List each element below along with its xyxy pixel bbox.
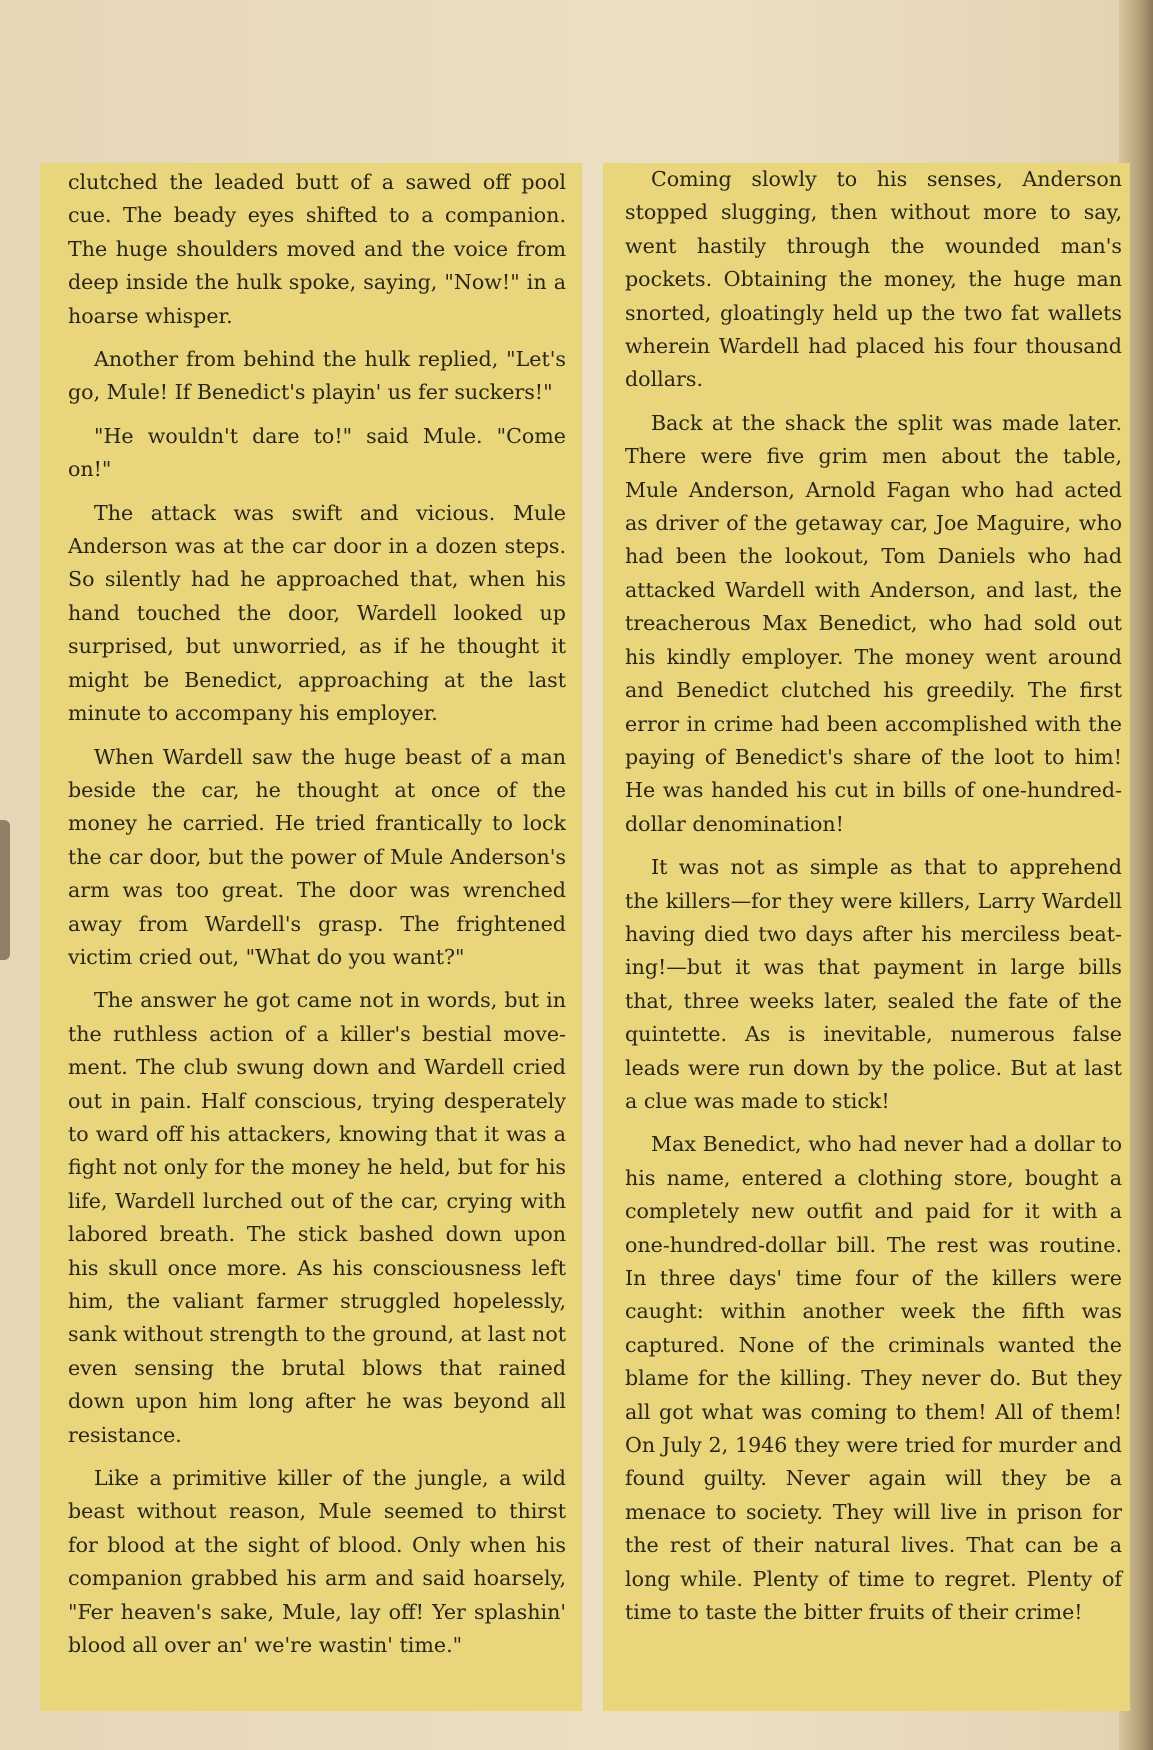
paragraph: Another from behind the hulk replied, "Let's go, Mule! If Benedict's playin' us fer suckers!" bbox=[68, 347, 566, 405]
left-column bbox=[40, 163, 582, 1711]
paragraph: Back at the shack the split was made later. There were five grim men about the table, Mule Anderson, Arnold Fagan who had acted as driver of the getaway car, Joe Maguire, who had been the lookout, Tom Daniels who had attacked Wardell with Anderson, and last, the treacherous Max Benedict, who had sold out his kindly employer. The money went around and Benedict clutched his greedily. The first error in crime had been accomplished with the paying of Benedict's share of the loot to him! He was handed his cut in bills of one-hundred-dollar denomination! bbox=[625, 410, 1122, 836]
paragraph: "He wouldn't dare to!" said Mule. "Come on!" bbox=[68, 423, 566, 482]
paragraph: When Wardell saw the huge beast of a man beside the car, he thought at once of the money he carried. He tried frantically to lock the car door, but the power of Mule Anderson's arm was too great. The door was wrenched away from Wardell's grasp. The frightened victim cried out, "What do you want?" bbox=[68, 744, 566, 969]
binding-shadow bbox=[0, 820, 10, 960]
paragraph: It was not as simple as that to apprehend the killers—for they were killers, Larry Wardell having died two days after his merciless beating!—but it was that payment in large bills that, three weeks later, sealed the fate of the quintette. As is inevitable, numerous false leads were run down by the police. But at last a clue was made to stick! bbox=[625, 855, 1122, 1113]
right-column bbox=[603, 163, 1130, 1711]
paragraph: Like a primitive killer of the jungle, a wild beast without reason, Mule seemed to thirst for blood at the sight of blood. Only when his companion grabbed his arm and said hoarsely, "Fer heaven's sake, Mule, lay off! Yer splashin' blood all over an' we're wastin' time." bbox=[68, 1466, 566, 1658]
paragraph: Coming slowly to his senses, Anderson stopped slugging, then without more to say, went hastily through the wounded man's pockets. Obtaining the money, the huge man snorted, gloatingly held up the two fat wallets wherein Wardell had placed his four thousand dollars. bbox=[625, 167, 1122, 392]
paragraph: The answer he got came not in words, but in the ruthless action of a killer's bestial movement. The club swung down and Wardell cried out in pain. Half conscious, trying desperately to ward off his attackers, knowing that it was a fight not only for the money he held, but for his life, Wardell lurched out of the car, crying with labored breath. The stick bashed down upon his skull once more. As his consciousness left him, the valiant farmer struggled hopelessly, sank without strength to the ground, at last not even sensing the brutal blows that rained down upon him long after he was beyond all resistance. bbox=[68, 988, 566, 1447]
paragraph: The attack was swift and vicious. Mule Anderson was at the car door in a dozen steps. So silently had he approached that, when his hand touched the door, Wardell looked up surprised, but unworried, as if he thought it might be Benedict, approaching at the last minute to accompany his employer. bbox=[68, 500, 566, 726]
paragraph: Max Benedict, who had never had a dollar to his name, entered a clothing store, bought a completely new outfit and paid for it with a one-hundred-dollar bill. The rest was routine. In three days' time four of the killers were caught: within another week the fifth was captured. None of the criminals wanted the blame for the killing. They never do. But they all got what was coming to them! All of them! On July 2, 1946 they were tried for murder and found guilty. Never again will they be a menace to society. They will live in prison for the rest of their natural lives. That can be a long while. Plenty of time to regret. Plenty of time to taste the bitter fruits of their crime! bbox=[625, 1132, 1122, 1625]
paragraph: clutched the leaded butt of a sawed off pool cue. The beady eyes shifted to a companion. The huge shoulders moved and the voice from deep inside the hulk spoke, saying, "Now!" in a hoarse whisper. bbox=[68, 170, 566, 328]
